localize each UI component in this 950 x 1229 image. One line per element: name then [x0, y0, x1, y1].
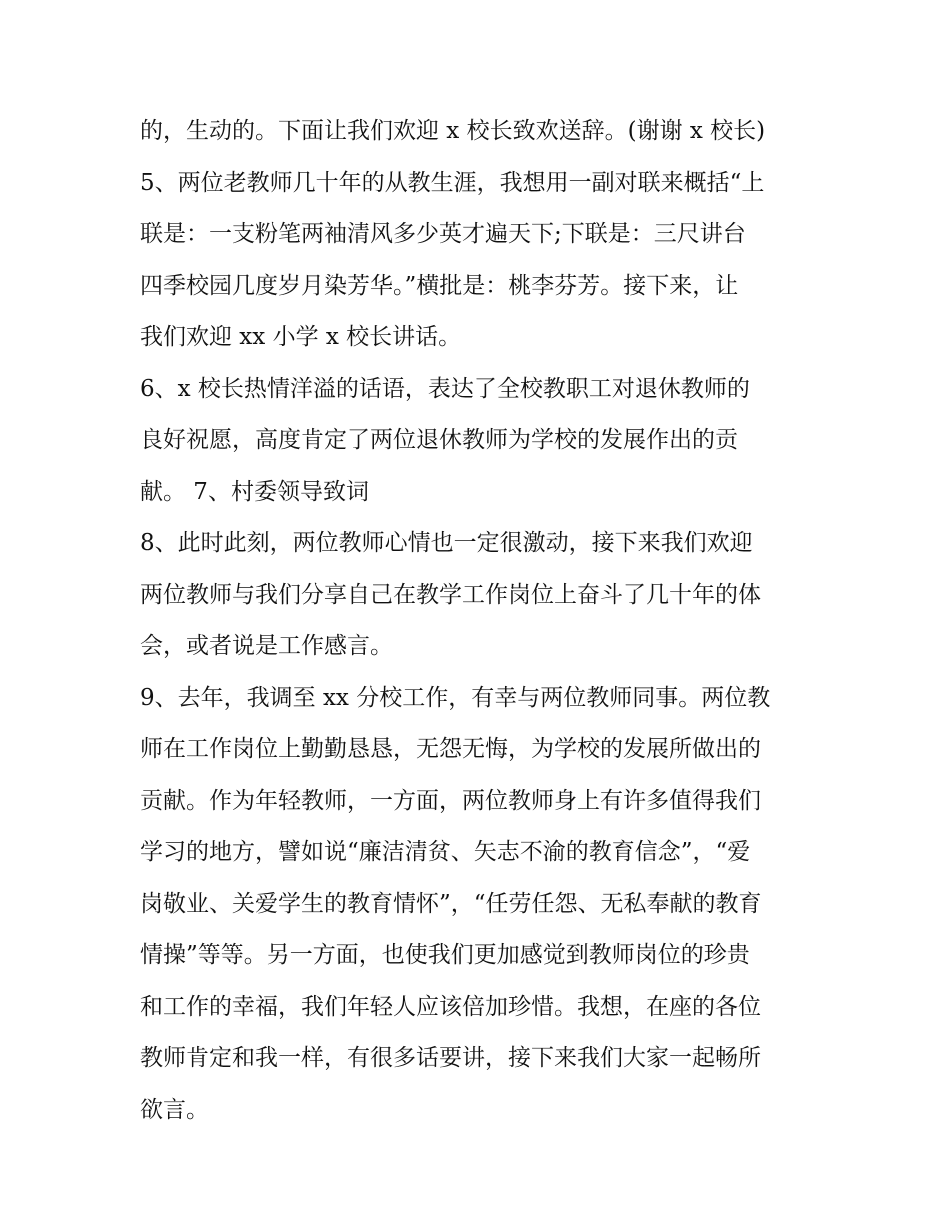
text-line: 岗敬业、关爱学生的教育情怀”，“任劳任怨、无私奉献的教育 — [140, 890, 762, 917]
text-line: 我们欢迎 xx 小学 x 校长讲话。 — [140, 324, 462, 350]
text-line: 联是：一支粉笔两袖清风多少英才遍天下;下联是：三尺讲台 — [140, 221, 746, 247]
text-line: 9、去年，我调至 xx 分校工作，有幸与两位教师同事。两位教 — [140, 684, 771, 711]
text-line: 的，生动的。下面让我们欢迎 x 校长致欢送辞。(谢谢 x 校长) — [140, 118, 766, 144]
text-line: 学习的地方，譬如说“廉洁清贫、矢志不渝的教育信念”，“爱 — [140, 839, 751, 865]
text-line: 师在工作岗位上勤勤恳恳，无怨无悔，为学校的发展所做出的 — [140, 736, 761, 762]
text-line: 四季校园几度岁月染芳华。”横批是：桃李芬芳。接下来，让 — [140, 272, 739, 299]
text-line: 情操”等等。另一方面，也使我们更加感觉到教师岗位的珍贵 — [140, 942, 750, 968]
body-text — [140, 106, 830, 1136]
text-line: 和工作的幸福，我们年轻人应该倍加珍惜。我想，在座的各位 — [140, 993, 761, 1020]
text-line: 良好祝愿，高度肯定了两位退休教师为学校的发展作出的贡 — [140, 427, 738, 453]
text-line: 献。 7、村委领导致词 — [140, 478, 369, 505]
text-line: 欲言。 — [140, 1096, 209, 1123]
text-line: 教师肯定和我一样，有很多话要讲，接下来我们大家一起畅所 — [140, 1045, 761, 1071]
text-line: 6、x 校长热情洋溢的话语，表达了全校教职工对退休教师的 — [140, 375, 750, 402]
text-line: 贡献。作为年轻教师，一方面，两位教师身上有许多值得我们 — [140, 787, 761, 814]
text-line: 8、此时此刻，两位教师心情也一定很激动，接下来我们欢迎 — [140, 530, 753, 556]
text-line: 两位教师与我们分享自己在教学工作岗位上奋斗了几十年的体 — [140, 581, 761, 608]
text-line: 5、两位老教师几十年的从教生涯，我想用一副对联来概括“上 — [140, 169, 765, 196]
text-line: 会，或者说是工作感言。 — [140, 633, 393, 659]
